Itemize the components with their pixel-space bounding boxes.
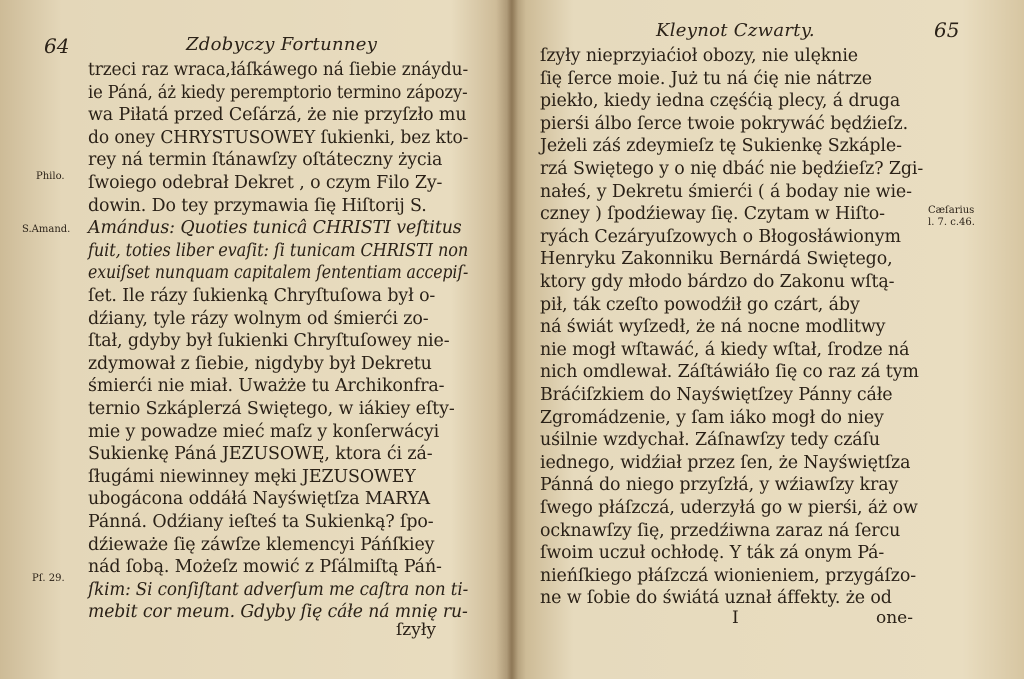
text-line: mie y powadze mieć maſz y konſerwácyi [88,421,440,442]
margin-note-s-amand: S.Amand. [22,224,71,235]
text-line: dźiany, tyle rázy wolnym od śmierći zo- [88,308,429,329]
text-line: ná świát wyſzedł, że ná nocne modlitwy [540,317,886,338]
text-line: exuiſset nunquam capitalem ſententiam accepiſ- [88,263,469,284]
text-line: Zgromádzenie, y ſam iáko mogł do niey [540,407,884,428]
text-line: Sukienkę Páná JEZUSOWĘ, ktora ći zá- [88,444,433,465]
left-catchword: ſzyły [396,620,436,640]
margin-note-caesarius [928,205,975,229]
text-line: ne w ſobie do świátá uznał áffekty. że od [540,588,892,609]
text-line: nich omdlewał. Záſtáwiáło ſię co raz zá tym [540,362,919,383]
text-line: mebit cor meum. Gdyby ſię cáłe ná mnię ru- [88,602,468,623]
text-line: trzeci raz wraca,łáſkáwego ná ſiebie znáydu- [88,60,469,80]
text-line: ſtał, gdyby był ſukienki Chryſtuſowey nie- [88,331,450,352]
text-line: ſwego płáſzczá, uderzyłá go w pierśi, áż ow [540,498,918,518]
text-line: dźieważe ſię záwſze klemencyi Páńſkiey [88,534,435,555]
text-line: ternio Szkáplerzá Swiętego, w iákiey eſty- [88,399,455,419]
text-line: rey ná termin ſtánawſzy oſtáteczny życia [88,150,443,171]
text-line: ſet. Ile rázy ſukienką Chryſtuſowa był o- [88,286,436,306]
text-line: fuit, toties liber evaſit: ſi tunicam CHRISTI non [88,240,469,261]
margin-note-psalm: Pſ. 29. [32,573,65,584]
text-line: pił, ták czeſto powodźił go czárt, áby [540,294,860,315]
printer-signature: I [732,608,739,628]
text-line: Henryku Zakonniku Bernárdá Swiętego, [540,249,893,270]
text-line: ſzyły nieprzyiaćioł obozy, nie ulęknie [540,46,859,66]
text-line: iednego, widźiał przez ſen, że Nayświętſza [540,452,911,473]
margin-note-caesarius-line1: Cæſarius [928,205,975,216]
text-line: czney ) ſpodźieway ſię. Czytam w Hiſto- [540,204,885,225]
text-line: ubogácona oddáłá Nayświętſza MARYA [88,489,431,510]
text-line: nieńſkiego płáſzczá wionieniem, przygáſzo- [540,565,916,586]
text-line: piekło, kiedy iedna częśćią plecy, á druga [540,91,901,112]
right-page [512,0,1024,679]
text-line: nád ſobą. Możeſz mowić z Pſálmiſtą Páń- [88,557,442,578]
left-page [0,0,508,679]
text-line: dowin. Do tey przymawia ſię Hiſtorij S. [88,195,427,216]
text-line: rzá Swiętego y o nię dbáć nie będźieſz? Zgi- [540,159,924,179]
text-line: ſkim: Si conſiſtant adverſum me caſtra non ti- [88,579,469,600]
text-line: Bráćiſzkiem do Nayświętſzey Pánny cáłe [540,385,893,405]
text-line: ſwoiego odebrał Dekret , o czym Filo Zy- [88,173,443,193]
text-line: ktory gdy młodo bárdzo do Zakonu wſtą- [540,272,895,292]
right-catchword: one- [876,608,913,628]
text-line: ſię ſerce moie. Już tu ná ćię nie nátrze [540,68,872,89]
text-line: śmierći nie miał. Uważże tu Archikonfra- [88,376,445,397]
right-running-head: Kleynot Czwarty. [656,20,815,41]
margin-note-philo: Philo. [36,171,65,182]
text-line: nie mogł wſtawáć, á kiedy wſtał, ſrodze ná [540,339,910,360]
text-line: ſługámi niewinney męki JEZUSOWEY [88,466,416,487]
text-line: Pánná do niego przyſzłá, y wźiawſzy kray [540,475,899,496]
text-line: Jeżeli záś zdeymieſz tę Sukienkę Szkáple- [540,136,902,157]
text-line: ie Páná, áż kiedy peremptorio termino zápozy- [88,82,468,103]
text-line: do oney CHRYSTUSOWEY ſukienki, bez kto- [88,127,469,148]
margin-note-caesarius-line2: l. 7. c.46. [928,217,975,228]
text-line: pierśi álbo ſerce twoie pokrywáć będźieſz. [540,113,909,134]
text-line: uśilnie wzdychał. Záſnawſzy tedy czáſu [540,430,881,451]
left-page-number: 64 [44,34,70,58]
text-line: Pánná. Odźiany ieſteś ta Sukienką? ſpo- [88,512,434,532]
text-line: ocknawſzy ſię, przedźiwna zaraz ná ſercu [540,520,901,541]
text-line: nałeś, y Dekretu śmierći ( á boday nie wie- [540,181,912,202]
text-line: wa Piłatá przed Ceſárzá, że nie przyſzło mu [88,105,467,126]
text-line: ryách Cezáryuſzowych o Błogosłáwionym [540,226,901,247]
right-page-number: 65 [934,18,960,42]
text-line: ſwoim uczuł ochłodę. Y ták zá onym Pá- [540,543,885,564]
left-running-head: Zdobyczy Fortunney [186,34,378,55]
text-line: Amándus: Quoties tunicâ CHRISTI veſtitus [88,218,462,239]
text-line: zdymował z ſiebie, nigdyby był Dekretu [88,353,432,374]
